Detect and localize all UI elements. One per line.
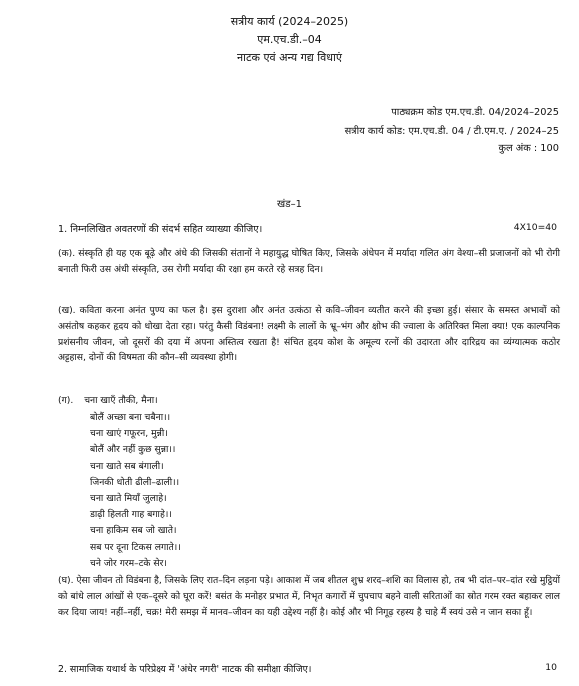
question-1-text: 1. निम्नलिखित अवतरणों की संदर्भ सहित व्याख्या कीजिए। — [58, 224, 263, 235]
poem-line: चना खाएं गफूरन, मुन्नी। — [90, 428, 168, 440]
poem-line: बोलैं अच्छा बना चबैना।। — [90, 412, 171, 423]
poem-lines — [90, 410, 181, 572]
course-code: एम.एच.डी.–04 — [257, 33, 322, 46]
section-heading: खंड–1 — [277, 199, 302, 210]
poem-line: सब पर दूना टिकस लगाते।। — [90, 541, 181, 553]
poem-line: जिनकी धोती ढीली–ढाली।। — [90, 476, 180, 488]
assignment-title: सत्रीय कार्य (2024–2025) — [230, 15, 349, 28]
poem-line-0: चना खाएँ तौकी, मैना। — [84, 395, 158, 406]
assignment-code: सत्रीय कार्य कोड: एम.एच.डी. 04 / टी.एम.ए. / 2024–25 — [344, 126, 559, 137]
poem-line: चना खाते मियाँ जुलाहे। — [90, 493, 167, 505]
poem-line: बोलैं और नहीं कुछ सुन्ना।। — [90, 444, 176, 456]
poem-label: (ग). — [58, 395, 74, 406]
question-2-text: 2. सामाजिक यथार्थ के परिप्रेक्ष्य में 'अंधेर नगरी' नाटक की समीक्षा कीजिए। — [58, 664, 312, 675]
passage-gha: (घ). ऐसा जीवन तो विडंबना है, जिसके लिए रात–दिन लड़ना पड़े। आकाश में जब शीतल शुभ्र शरद–शशि का विलास हो, तब भी दांत–पर–दांत रखे मुट्ठियों को बांधे लाल आंखों से एक–दूसरे को घूरा करें! बसंत के मनोहर प्रभात में, निभृत कगारों में चुपचाप बहने वाली सरिताओं का स्रोत गरम रक्त बहाकर लाल कर दिया जाय! नहीं–नहीं, चक्र! मेरी समझ में मानव–जीवन का यही उद्देश्य नहीं है। कोई और भी निगूढ़ रहस्य है चाहे मैं स्वयं उसे न जान सका हूँ। — [58, 575, 560, 618]
programme-code: पाठ्यक्रम कोड एम.एच.डी. 04/2024–2025 — [391, 107, 559, 118]
total-marks: कुल अंक : 100 — [498, 143, 559, 154]
question-2-marks: 10 — [545, 662, 557, 673]
poem-line: चना खाते सब बंगाली। — [90, 460, 164, 472]
question-1-marks: 4X10=40 — [513, 222, 557, 233]
passage-kha: (ख). कविता करना अनंत पुण्य का फल है। इस दुराशा और अनंत उत्कंठा से कवि–जीवन व्यतीत करने की इच्छा हुई। संसार के समस्त अभावों को असंतोष कहकर हृदय को धोखा देता रहा। परंतु कैसी विडंबना! लक्ष्मी के लालों के भ्रू–भंग और क्षोभ की ज्वाला के अतिरिक्त मिला क्या! एक काल्पनिक प्रशंसनीय जीवन, जो दूसरों की दया में अपना अस्तित्व रखता है! संचित हृदय कोश के अमूल्य रत्नों की उदारता और दारिद्रय का व्यंग्यात्मक कठोर अट्टहास, दोनों की विषमता की कौन–सी व्यवस्था होगी। — [58, 305, 560, 364]
poem-line: चने जोर गरम–टके सेर। — [90, 557, 167, 569]
poem-line: चना हाकिम सब जो खाते। — [90, 525, 177, 537]
passage-ka: (क). संस्कृति ही यह एक बूढ़े और अंधे की जिसकी संतानों ने महायुद्ध घोषित किए, जिसके अंधेपन में मर्यादा गलित अंग वेश्या–सी प्रजाजनों को भी रोगी बनाती फिरी उस अंधी संस्कृति, उस रोगी मर्यादा की रक्षा हम करते रहे सत्रह दिन। — [58, 248, 560, 275]
poem-first-line — [58, 393, 158, 409]
poem-line: डाढ़ी हिलती गाह बगाहे।। — [90, 509, 172, 521]
course-name: नाटक एवं अन्य गद्य विधाएं — [237, 51, 342, 64]
